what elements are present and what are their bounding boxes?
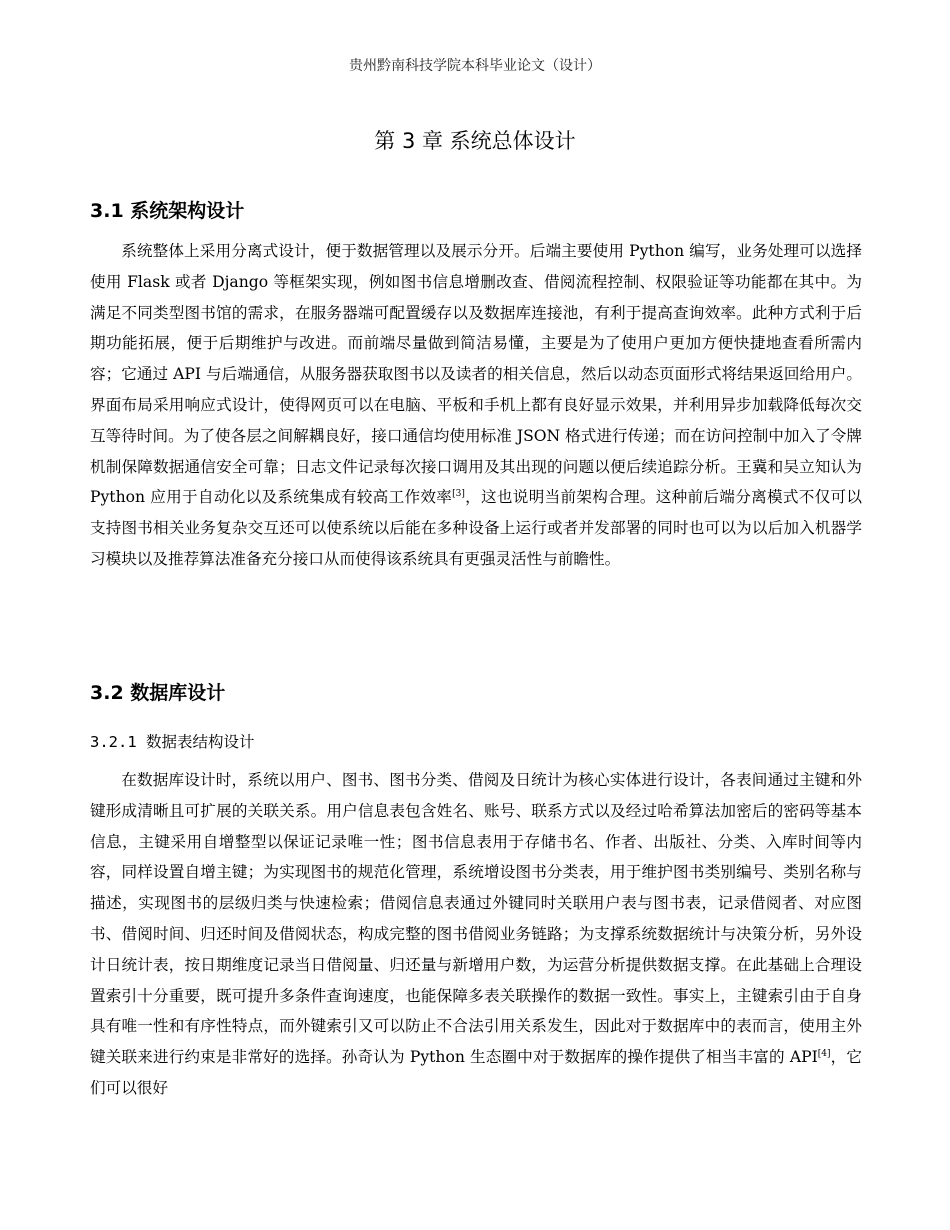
paragraph-table-design [90, 765, 862, 1104]
citation-3: [3] [452, 489, 465, 500]
paragraph-text: ，它们可以很好 [90, 1048, 862, 1097]
paragraph-text: ，这也说明当前架构合理。这种前后端分离模式不仅可以支持图书相关业务复杂交互还可以使系统以后能在多种设备上运行或者并发部署的同时也可以为以后加入机器学习模块以及推荐算法准备充分接口从而使得该系统具有更强灵活性与前瞻性。 [90, 488, 862, 568]
paragraph-text: 系统整体上采用分离式设计，便于数据管理以及展示分开。后端主要使用 Python 编写，业务处理可以选择使用 Flask 或者 Django 等框架实现，例如图书信息增删改查、借阅流程控制、权限验证等功能都在其中。为满足不同类型图书馆的需求，在服务器端可配置缓存以及数据库连接池，有利于提高查询效率。此种方式利于后期功能拓展，便于后期维护与改进。而前端尽量做到简洁易懂，主要是为了使用户更加方便快捷地查看所需内容；它通过 API 与后端通信，从服务器获取图书以及读者的相关信息，然后以动态页面形式将结果返回给用户。界面布局采用响应式设计，使得网页可以在电脑、平板和手机上都有良好显示效果，并利用异步加载降低每次交互等待时间。为了使各层之间解耦良好，接口通信均使用标准 JSON 格式进行传递；而在访问控制中加入了令牌机制保障数据通信安全可靠；日志文件记录每次接口调用及其出现的问题以便后续追踪分析。王冀和吴立知认为 Python 应用于自动化以及系统集成有较高工作效率 [90, 242, 862, 507]
paragraph-text: 在数据库设计时，系统以用户、图书、图书分类、借阅及日统计为核心实体进行设计，各表间通过主键和外键形成清晰且可扩展的关联关系。用户信息表包含姓名、账号、联系方式以及经过哈希算法加密后的密码等基本信息，主键采用自增整型以保证记录唯一性；图书信息表用于存储书名、作者、出版社、分类、入库时间等内容，同样设置自增主键；为实现图书的规范化管理，系统增设图书分类表，用于维护图书类别编号、类别名称与描述，实现图书的层级归类与快速检索；借阅信息表通过外键同时关联用户表与图书表，记录借阅者、对应图书、借阅时间、归还时间及借阅状态，构成完整的图书借阅业务链路；为支撑系统数据统计与决策分析，另外设计日统计表，按日期维度记录当日借阅量、归还量与新增用户数，为运营分析提供数据支撑。在此基础上合理设置索引十分重要，既可提升多条件查询速度，也能保障多表关联操作的数据一致性。事实上，主键索引由于自身具有唯一性和有序性特点，而外键索引又可以防止不合法引用关系发生，因此对于数据库中的表而言，使用主外键关联来进行约束是非常好的选择。孙奇认为 Python 生态圈中对于数据库的操作提供了相当丰富的 API [90, 771, 862, 1067]
subsection-heading-3-2-1: 3.2.1 数据表结构设计 [90, 733, 255, 751]
paragraph-system-architecture [90, 236, 862, 575]
section-heading-3-2: 3.2 数据库设计 [90, 682, 226, 704]
section-heading-3-1: 3.1 系统架构设计 [90, 200, 245, 222]
chapter-title: 第 3 章 系统总体设计 [374, 129, 576, 153]
citation-4: [4] [817, 1048, 831, 1059]
running-header: 贵州黔南科技学院本科毕业论文（设计） [349, 58, 601, 74]
